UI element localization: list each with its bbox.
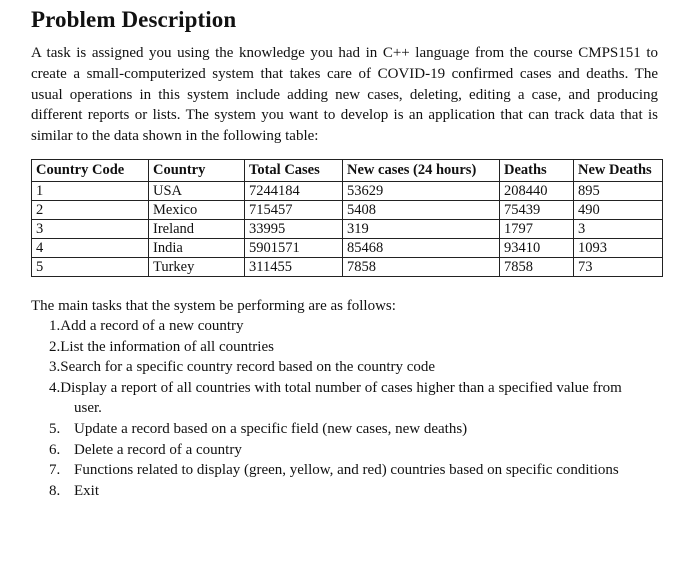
intro-line: similar to the data shown in the following table: <box>31 128 319 145</box>
covid-data-table <box>31 159 663 277</box>
cell-deaths: 93410 <box>500 239 574 258</box>
cell-total-cases: 5901571 <box>245 239 343 258</box>
table-row <box>32 239 663 258</box>
list-item <box>49 337 661 358</box>
task-number: 5. <box>49 420 61 437</box>
task-number: 6. <box>49 441 61 458</box>
cell-country: USA <box>149 182 245 201</box>
header-country: Country <box>149 160 245 182</box>
task-number: 3. <box>49 359 61 376</box>
list-item <box>49 460 661 481</box>
task-number: 4. <box>49 379 61 396</box>
cell-deaths: 7858 <box>500 258 574 277</box>
list-item <box>49 481 661 502</box>
cell-new-deaths: 3 <box>574 220 663 239</box>
task-text-continuation: user. <box>74 400 102 417</box>
table-row <box>32 220 663 239</box>
page-title: Problem Description <box>31 7 237 32</box>
cell-new-cases: 7858 <box>343 258 500 277</box>
table-row <box>32 201 663 220</box>
list-item <box>49 357 661 378</box>
cell-deaths: 208440 <box>500 182 574 201</box>
task-text: Search for a specific country record based on the country code <box>60 359 436 376</box>
cell-total-cases: 7244184 <box>245 182 343 201</box>
intro-paragraph <box>31 43 658 147</box>
cell-new-cases: 5408 <box>343 201 500 220</box>
cell-country: Turkey <box>149 258 245 277</box>
task-number: 2. <box>49 338 61 355</box>
header-new-cases: New cases (24 hours) <box>343 160 500 182</box>
cell-country-code: 2 <box>32 201 149 220</box>
intro-line: create a small-computerized system that takes care of COVID-19 confirmed cases and deaths. The <box>31 65 658 82</box>
header-total-cases: Total Cases <box>245 160 343 182</box>
intro-line: different reports or lists. The system you want to develop is an application that can track data that is <box>31 107 658 124</box>
task-number: 7. <box>49 462 61 479</box>
task-text: Delete a record of a country <box>74 441 242 458</box>
cell-total-cases: 311455 <box>245 258 343 277</box>
task-text: Add a record of a new country <box>60 318 244 334</box>
cell-country-code: 4 <box>32 239 149 258</box>
list-item <box>49 419 661 440</box>
cell-new-deaths: 490 <box>574 201 663 220</box>
task-text: Exit <box>74 482 99 499</box>
task-text: Update a record based on a specific field (new cases, new deaths) <box>74 420 468 437</box>
cell-new-deaths: 1093 <box>574 239 663 258</box>
task-text: Functions related to display (green, yellow, and red) countries based on specific conditions <box>74 462 619 479</box>
cell-country-code: 3 <box>32 220 149 239</box>
table-row <box>32 258 663 277</box>
cell-country-code: 5 <box>32 258 149 277</box>
task-text: Display a report of all countries with total number of cases higher than a specified value from <box>60 379 622 396</box>
cell-new-deaths: 895 <box>574 182 663 201</box>
cell-country: India <box>149 239 245 258</box>
intro-line: A task is assigned you using the knowledge you had in C++ language from the course CMPS151 to <box>31 45 658 61</box>
list-item <box>49 440 661 461</box>
list-item <box>49 378 661 419</box>
header-deaths: Deaths <box>500 160 574 182</box>
task-number: 8. <box>49 482 61 499</box>
header-new-deaths: New Deaths <box>574 160 663 182</box>
header-country-code: Country Code <box>32 160 149 182</box>
cell-deaths: 75439 <box>500 201 574 220</box>
task-number: 1. <box>49 318 61 334</box>
cell-new-cases: 53629 <box>343 182 500 201</box>
task-text: List the information of all countries <box>60 338 274 355</box>
cell-deaths: 1797 <box>500 220 574 239</box>
cell-new-cases: 85468 <box>343 239 500 258</box>
cell-country-code: 1 <box>32 182 149 201</box>
table-header-row <box>32 160 663 182</box>
task-list <box>49 316 661 501</box>
list-item <box>49 316 661 337</box>
cell-country: Ireland <box>149 220 245 239</box>
table-row <box>32 182 663 201</box>
cell-new-deaths: 73 <box>574 258 663 277</box>
cell-new-cases: 319 <box>343 220 500 239</box>
cell-total-cases: 33995 <box>245 220 343 239</box>
cell-total-cases: 715457 <box>245 201 343 220</box>
tasks-intro: The main tasks that the system be performing are as follows: <box>31 298 396 314</box>
intro-line: usual operations in this system include adding new cases, deleting, editing a case, and producing <box>31 86 658 103</box>
cell-country: Mexico <box>149 201 245 220</box>
